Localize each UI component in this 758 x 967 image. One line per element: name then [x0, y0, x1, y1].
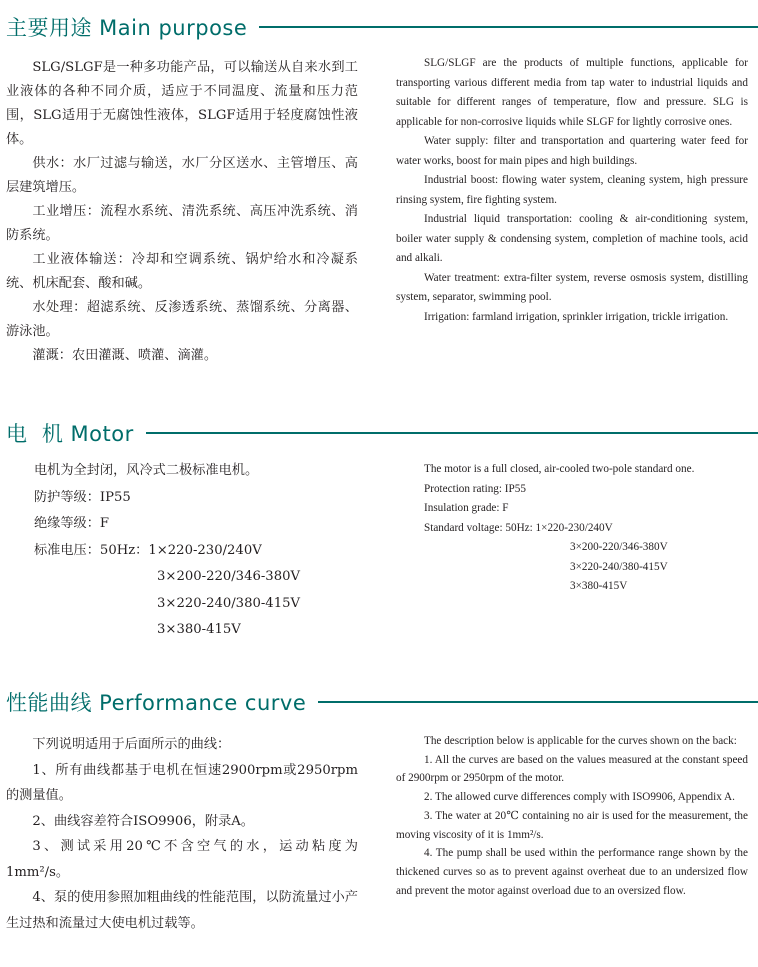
voltage-option: 3×220-240/380-415V: [570, 560, 668, 573]
paragraph: 下列说明适用于后面所示的曲线：: [32, 737, 231, 752]
voltage-option: 3×380-415V: [157, 622, 241, 637]
section-header-main-purpose: [6, 12, 758, 42]
paragraph: Industrial boost: flowing water system, cleaning system, high pressure rinsing system, fire fighting system.: [396, 174, 748, 206]
paragraph: 1、所有曲线都基于电机在恒速2900rpm或2950rpm的测量值。: [6, 762, 358, 803]
paragraph: SLG/SLGF are the products of multiple functions, applicable for transporting various different media from tap water to industrial liquids and suitable for different ranges of temperature, flow and pressure. SLG is applicable for non-corrosive liquids while SLGF for lightly corrosive ones.: [396, 57, 748, 128]
voltage-option: 3×380-415V: [570, 580, 628, 592]
paragraph: 灌溉：农田灌溉、喷灌、滴灌。: [32, 348, 218, 363]
paragraph: Water treatment: extra-filter system, reverse osmosis system, distilling system, separator, swimming pool.: [396, 271, 748, 303]
motor-description: 电机为全封闭，风冷式二极标准电机。: [34, 463, 259, 478]
paragraph: 3、测试采用20℃不含空气的水，运动粘度为1mm²/s。: [6, 839, 358, 880]
motor-description: The motor is a full closed, air-cooled two-pole standard one.: [424, 463, 695, 475]
paragraph: SLG/SLGF是一种多功能产品，可以输送从自来水到工业液体的各种不同介质，适应于不同温度、流量和压力范围，SLG适用于无腐蚀性液体，SLGF适用于轻度腐蚀性液体。: [6, 60, 358, 147]
insulation-grade: Insulation grade: F: [424, 502, 509, 514]
paragraph: 2、曲线容差符合ISO9906，附录A。: [32, 813, 254, 829]
paragraph: 3. The water at 20℃ containing no air is used for the measurement, the moving viscosity of it is 1mm²/s.: [396, 809, 748, 841]
paragraph: Water supply: filter and transportation and quartering water feed for water works, boost for main pipes and high buildings.: [396, 135, 748, 167]
main-purpose-english-text: [396, 54, 748, 327]
paragraph: 供水：水厂过滤与输送，水厂分区送水、主管增压、高层建筑增压。: [6, 156, 358, 195]
motor-chinese-text: [34, 458, 300, 644]
voltage-option: 3×220-240/380-415V: [157, 595, 301, 611]
section-divider: [259, 26, 758, 28]
standard-voltage: Standard voltage: 50Hz: 1×220-230/240V: [424, 521, 613, 534]
paragraph: 1. All the curves are based on the values measured at the constant speed of 2900rpm or 2950rpm of the motor.: [396, 753, 748, 785]
protection-rating: Protection rating: IP55: [424, 482, 526, 495]
paragraph: 工业液体输送：冷却和空调系统、锅炉给水和冷凝系统、机床配套、酸和碱。: [6, 252, 358, 291]
insulation-grade: 绝缘等级：F: [34, 516, 110, 531]
voltage-option: 3×200-220/346-380V: [570, 541, 668, 553]
performance-chinese-text: [6, 732, 358, 936]
paragraph: Irrigation: farmland irrigation, sprinkler irrigation, trickle irrigation.: [424, 310, 729, 323]
motor-english-text: [396, 460, 748, 597]
section-title: 主要用途 Main purpose: [6, 16, 248, 40]
section-title: 性能曲线 Performance curve: [6, 691, 307, 715]
section-title: 电 机 Motor: [6, 422, 134, 446]
section-divider: [318, 701, 758, 703]
paragraph: 2. The allowed curve differences comply with ISO9906, Appendix A.: [424, 791, 735, 804]
section-header-performance-curve: [6, 687, 758, 717]
standard-voltage: 标准电压：50Hz：1×220-230/240V: [34, 542, 262, 558]
performance-english-text: [396, 732, 748, 900]
section-header-motor: [6, 418, 758, 448]
paragraph: The description below is applicable for the curves shown on the back:: [424, 735, 737, 747]
paragraph: 水处理：超滤系统、反渗透系统、蒸馏系统、分离器、游泳池。: [6, 300, 358, 339]
protection-rating: 防护等级：IP55: [34, 489, 131, 505]
section-divider: [146, 432, 758, 434]
paragraph: 工业增压：流程水系统、清洗系统、高压冲洗系统、消防系统。: [6, 204, 358, 243]
paragraph: 4. The pump shall be used within the performance range shown by the thickened curves so as to prevent against overheat due to an undersized flow and prevent the motor against overload due to an oversized flow.: [396, 847, 748, 897]
voltage-option: 3×200-220/346-380V: [157, 569, 301, 584]
paragraph: Industrial liquid transportation: cooling & air-conditioning system, boiler water supply & condensing system, completion of machine tools, acid and alkali.: [396, 213, 748, 264]
main-purpose-chinese-text: [6, 56, 358, 368]
paragraph: 4、泵的使用参照加粗曲线的性能范围，以防流量过小产生过热和流量过大使电机过载等。: [6, 890, 358, 931]
